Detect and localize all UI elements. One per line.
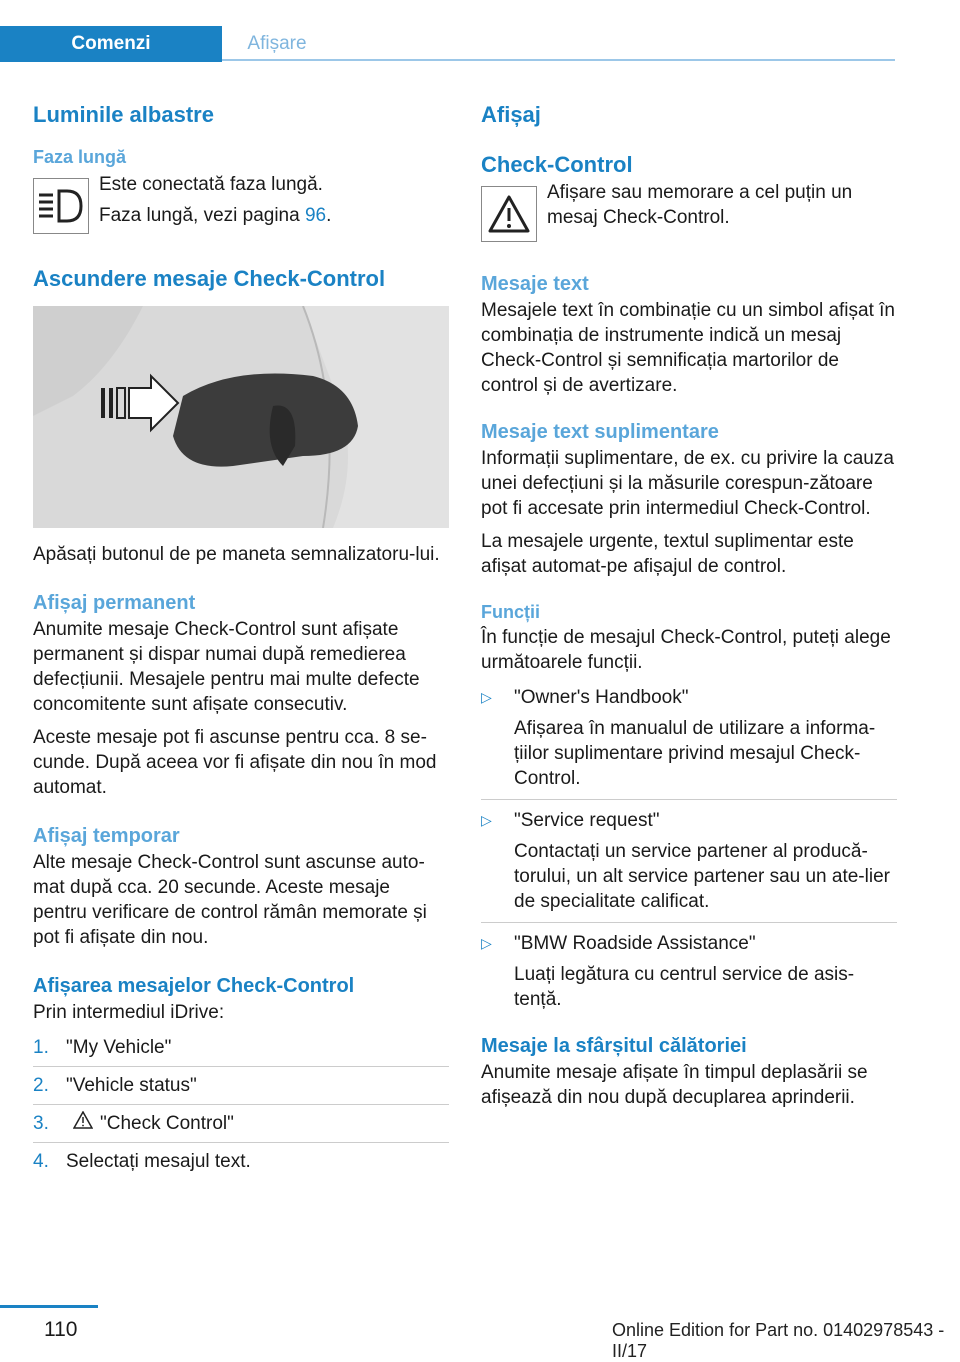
tab-afisare[interactable]: Afișare xyxy=(247,33,307,54)
permanent-paragraph-2: Aceste mesaje pot fi ascunse pentru cca. 8 se-cunde. După aceea vor fi afișate din nou în mod automat. xyxy=(33,727,437,798)
header-divider xyxy=(222,59,895,61)
heading-display: Afișaj xyxy=(481,102,541,127)
list-item: 2. "Vehicle status" xyxy=(33,1075,197,1096)
footer-accent-line xyxy=(0,1305,98,1308)
permanent-paragraph-1: Anumite mesaje Check-Control sunt afișate permanent și dispar numai după remedierea defecțiunii. Mesajele pentru mai multe defecte concomitente sunt afișate consecutiv. xyxy=(33,619,420,715)
list-item: 3. "Check Control" xyxy=(33,1113,234,1134)
left-column xyxy=(33,100,449,1174)
list-item: 1. "My Vehicle" xyxy=(33,1037,172,1058)
page-link-96[interactable]: 96 xyxy=(304,205,327,226)
heading-display-messages: Afișarea mesajelor Check-Control xyxy=(33,975,355,997)
extra-paragraph-2: La mesajele urgente, textul suplimentar este afișat automat-pe afișajul de control. xyxy=(481,531,854,577)
via-idrive-text: Prin intermediul iDrive: xyxy=(33,1002,225,1023)
turn-signal-lever-image xyxy=(33,306,449,528)
check-control-text: Afișare sau memorare a cel puțin un mesaj Check-Control. xyxy=(547,182,853,228)
heading-blue-lights: Luminile albastre xyxy=(33,102,214,127)
top-navigation xyxy=(0,0,960,62)
heading-check-control: Check-Control xyxy=(481,152,633,177)
right-column xyxy=(481,100,897,1110)
heading-functions: Funcții xyxy=(481,602,540,622)
functions-list xyxy=(481,685,897,1012)
heading-hide-messages: Ascundere mesaje Check-Control xyxy=(33,266,386,291)
edition-text: Online Edition for Part no. 01402978543 - II/17 xyxy=(612,1320,945,1361)
warning-triangle-icon xyxy=(481,186,537,242)
heading-permanent-display: Afișaj permanent xyxy=(33,592,196,614)
page-number: 110 xyxy=(44,1318,78,1341)
functions-paragraph: În funcție de mesajul Check-Control, puteți alege următoarele funcții. xyxy=(481,627,891,673)
idrive-steps-list xyxy=(33,1035,449,1174)
heading-trip-end-messages: Mesaje la sfârșitul călătoriei xyxy=(481,1035,747,1057)
bullet-triangle-icon: ▷ xyxy=(481,689,492,705)
high-beam-icon xyxy=(33,178,89,234)
text-messages-paragraph: Mesajele text în combinație cu un simbol afișat în combinația de instrumente indică un mesaj Check-Control și semnificația martorilor de control și de avertizare. xyxy=(481,300,895,396)
list-item: ▷ "Service request" Contactați un service partener al producă-torului, un alt service partener sau un ate-lier de specialitate calificat. xyxy=(481,810,890,912)
bullet-triangle-icon: ▷ xyxy=(481,935,492,951)
press-button-text: Apăsați butonul de pe maneta semnalizatoru-lui. xyxy=(33,544,440,565)
heading-high-beam: Faza lungă xyxy=(33,147,127,167)
list-item: ▷ "BMW Roadside Assistance" Luați legătura cu centrul service de asis-tență. xyxy=(481,933,855,1010)
heading-extra-text-messages: Mesaje text suplimentare xyxy=(481,421,719,443)
high-beam-reference: Faza lungă, vezi pagina 96. xyxy=(99,205,332,226)
list-item: 4. Selectați mesajul text. xyxy=(33,1151,251,1172)
high-beam-on-text: Este conectată faza lungă. xyxy=(99,174,323,195)
trip-end-paragraph: Anumite mesaje afișate în timpul deplasării se afișează din nou după decuplarea aprinderii. xyxy=(481,1062,868,1108)
list-item: ▷ "Owner's Handbook" Afișarea în manualul de utilizare a informa-țiilor suplimentare privind mesajul Check-Control. xyxy=(481,687,876,789)
bullet-triangle-icon: ▷ xyxy=(481,812,492,828)
heading-text-messages: Mesaje text xyxy=(481,273,589,295)
warning-triangle-icon xyxy=(66,1111,100,1136)
temporary-paragraph: Alte mesaje Check-Control sunt ascunse auto-mat după cca. 20 secunde. Aceste mesaje pentru verificare de control rămân memorate și pot fi afișate din nou. xyxy=(33,852,427,948)
heading-temporary-display: Afișaj temporar xyxy=(33,825,180,847)
tab-comenzi[interactable]: Comenzi xyxy=(0,26,222,62)
extra-paragraph-1: Informații suplimentare, de ex. cu privire la cauza unei defecțiuni și la măsurile corespun-zătoare pot fi accesate prin intermediul Check-Control. xyxy=(481,448,894,519)
